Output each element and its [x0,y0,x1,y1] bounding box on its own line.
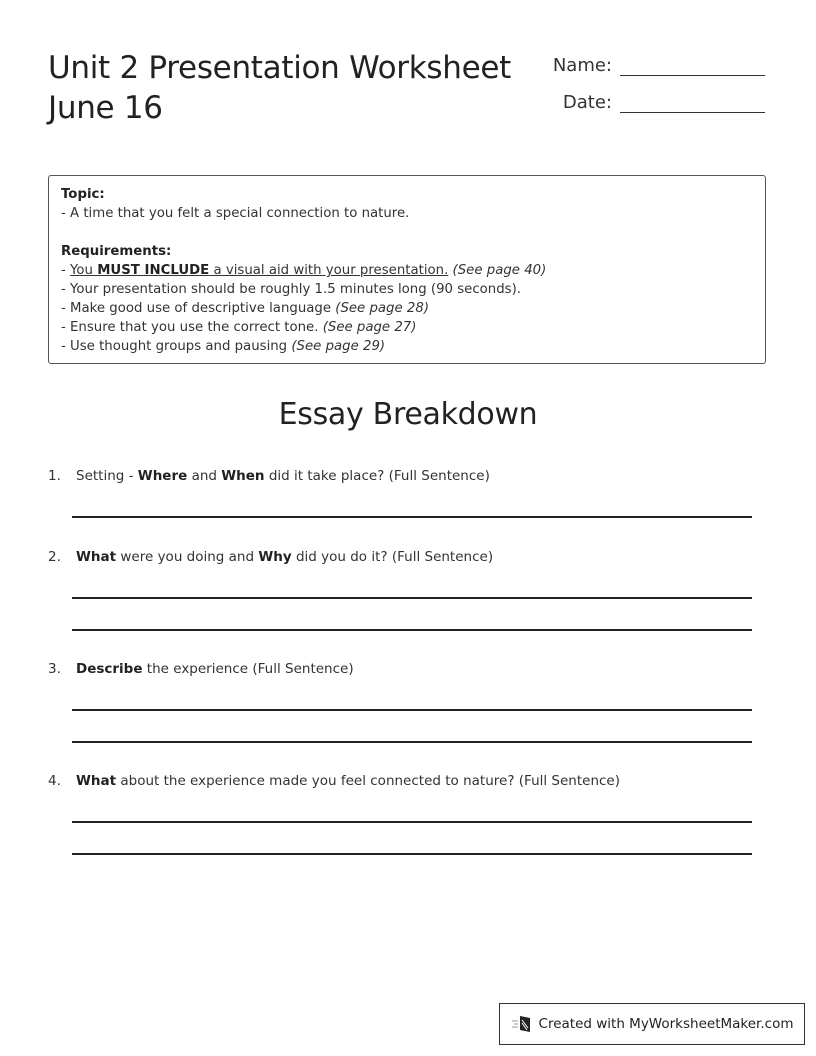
question-4: 4. What about the experience made you feel connected to nature? (Full Sentence) [48,773,621,789]
requirement-item: - Your presentation should be roughly 1.5 minutes long (90 seconds). [61,282,521,297]
section-title: Essay Breakdown [278,397,538,432]
name-label: Name: [552,55,612,76]
page-reference: (See page 28) [335,301,430,316]
answer-line[interactable] [72,597,752,599]
answer-line[interactable] [72,853,752,855]
footer-text: Created with MyWorksheetMaker.com [538,1016,794,1032]
answer-line[interactable] [72,516,752,518]
answer-line[interactable] [72,741,752,743]
page-reference: (See page 40) [452,263,547,278]
page-reference: (See page 27) [322,320,417,335]
answer-line[interactable] [72,821,752,823]
requirement-item: - Make good use of descriptive language (See page 28) [61,301,430,316]
topic-heading: Topic: [61,187,105,202]
footer-credit[interactable] [499,1003,805,1045]
question-3: 3. Describe the experience (Full Sentence) [48,661,354,677]
worksheet-maker-logo-icon [511,1014,533,1034]
title-line-1: Unit 2 Presentation Worksheet [48,50,511,86]
date-label: Date: [562,92,612,113]
answer-line[interactable] [72,709,752,711]
topic-text: - A time that you felt a special connection to nature. [61,206,410,221]
name-blank[interactable] [620,57,765,76]
date-blank[interactable] [620,94,765,113]
date-field [552,92,765,113]
title-line-2: June 16 [48,90,163,126]
question-2: 2. What were you doing and Why did you do it? (Full Sentence) [48,549,494,565]
requirement-item: - You MUST INCLUDE a visual aid with your presentation. (See page 40) [61,263,547,278]
requirement-item: - Use thought groups and pausing (See page 29) [61,339,386,354]
topic-requirements-box [48,175,766,364]
requirements-heading: Requirements: [61,244,172,259]
must-include-emphasis: MUST INCLUDE [97,263,210,278]
worksheet-title [48,48,511,128]
question-1: 1. Setting - Where and When did it take place? (Full Sentence) [48,468,490,484]
answer-line[interactable] [72,629,752,631]
page-reference: (See page 29) [291,339,386,354]
requirement-item: - Ensure that you use the correct tone. (See page 27) [61,320,417,335]
name-field [552,55,765,76]
